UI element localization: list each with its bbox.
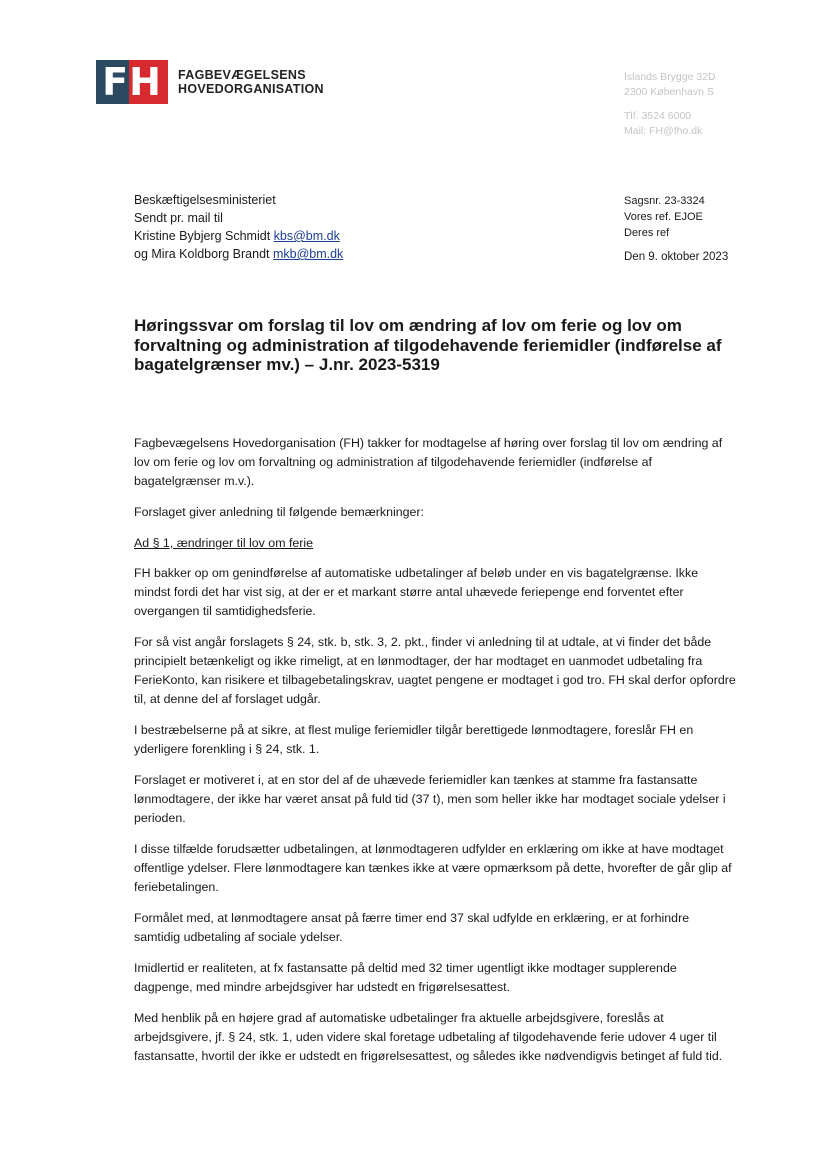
paragraph-3: FH bakker op om genindførelse af automatiske udbetalinger af beløb under en vis bagatelgrænse. Ikke mindst fordi det har vist sig, at der er et markant større antal uhævede feriepenge end forventet efter overgangen til samtidighedsferie. — [134, 566, 699, 618]
organisation-name-line2: HOVEDORGANISATION — [178, 82, 324, 96]
paragraph-7: I disse tilfælde forudsætter udbetalingen, at lønmodtageren udfylder en erklæring om ikke at have modtaget offentlige ydelser. Flere lønmodtagere kan tænkes ikke at være opmærksom på dette, hvorefter de går glip af feriebetalingen. — [134, 842, 732, 894]
sender-street: Islands Brygge 32D — [624, 71, 716, 83]
section-heading: Ad § 1, ændringer til lov om ferie — [134, 536, 314, 550]
fh-logo-letters: FH — [102, 60, 162, 104]
organisation-name — [178, 68, 324, 96]
paragraph-10: Med henblik på en højere grad af automatiske udbetalinger fra aktuelle arbejdsgivere, foreslås at arbejdsgivere, jf. § 24, stk. 1, uden videre skal foretage udbetaling af tilgodehavende ferie udover 4 uger til fastansatte, hvortil der ikke er udstedt en frigørelsesattest, og således ikke nødvendigvis betinget af fuld tid. — [134, 1011, 723, 1063]
recipient-contact-1: Kristine Bybjerg Schmidt kbs@bm.dk — [134, 229, 340, 243]
case-number: Sagsnr. 23-3324 — [624, 195, 705, 207]
sender-phone: Tlf. 3524 6000 — [624, 110, 692, 122]
recipient-contact-2: og Mira Koldborg Brandt mkb@bm.dk — [134, 247, 344, 261]
sender-mail: Mail: FH@fho.dk — [624, 125, 703, 137]
recipient-block — [134, 191, 343, 263]
letter-date: Den 9. oktober 2023 — [624, 251, 729, 263]
recipient-email-2-link[interactable]: mkb@bm.dk — [272, 247, 344, 261]
sender-city: 2300 København S — [624, 86, 714, 98]
recipient-sent-by: Sendt pr. mail til — [134, 211, 223, 225]
our-reference: Vores ref. EJOE — [624, 211, 703, 223]
paragraph-1: Fagbevægelsens Hovedorganisation (FH) takker for modtagelse af høring over forslag til lov om ændring af lov om ferie og lov om forvaltning og administration af tilgodehavende feriemidler (indførelse af bagatelgrænser m.v.). — [134, 436, 723, 488]
recipient-email-1-link[interactable]: kbs@bm.dk — [273, 229, 340, 243]
paragraph-4: For så vist angår forslagets § 24, stk. b, stk. 3, 2. pkt., finder vi anledning til at udtale, at vi finder det både principielt betænkeligt og ikke rimeligt, at en lønmodtager, der har modtaget en uanmodet udbetaling fra FerieKonto, kan risikere et tilbagebetalingskrav, uagtet pengene er modtaget i god tro. FH skal derfor opfordre til, at denne del af forslaget udgår. — [134, 635, 736, 706]
sender-address — [624, 70, 716, 139]
paragraph-5: I bestræbelserne på at sikre, at flest mulige feriemidler tilgår berettigede lønmodtagere, foreslår FH en yderligere forenkling i § 24, stk. 1. — [134, 723, 694, 756]
fh-logo — [96, 60, 324, 104]
paragraph-9: Imidlertid er realiteten, at fx fastansatte på deltid med 32 timer ugentligt ikke modtager supplerende dagpenge, med mindre arbejdsgiver har udstedt en frigørelsesattest. — [134, 961, 677, 994]
paragraph-2: Forslaget giver anledning til følgende bemærkninger: — [134, 505, 424, 519]
organisation-name-line1: FAGBEVÆGELSENS — [178, 68, 306, 82]
paragraph-6: Forslaget er motiveret i, at en stor del af de uhævede feriemidler kan tænkes at stamme fra fastansatte lønmodtagere, der ikke har været ansat på fuld tid (37 t), men som heller ikke har modtaget sociale ydelser i perioden. — [134, 773, 726, 825]
your-reference: Deres ref — [624, 227, 670, 239]
fh-logo-mark — [96, 60, 168, 104]
recipient-ministry: Beskæftigelsesministeriet — [134, 193, 276, 207]
letter-body — [134, 434, 736, 1078]
reference-block — [624, 193, 728, 265]
paragraph-8: Formålet med, at lønmodtagere ansat på færre timer end 37 skal udfylde en erklæring, er at forhindre samtidig udbetaling af sociale ydelser. — [134, 911, 690, 944]
document-title: Høringssvar om forslag til lov om ændring af lov om ferie og lov om forvaltning og administration af tilgodehavende feriemidler (indførelse af bagatelgrænser mv.) – J.nr. 2023-5319 — [134, 316, 722, 374]
